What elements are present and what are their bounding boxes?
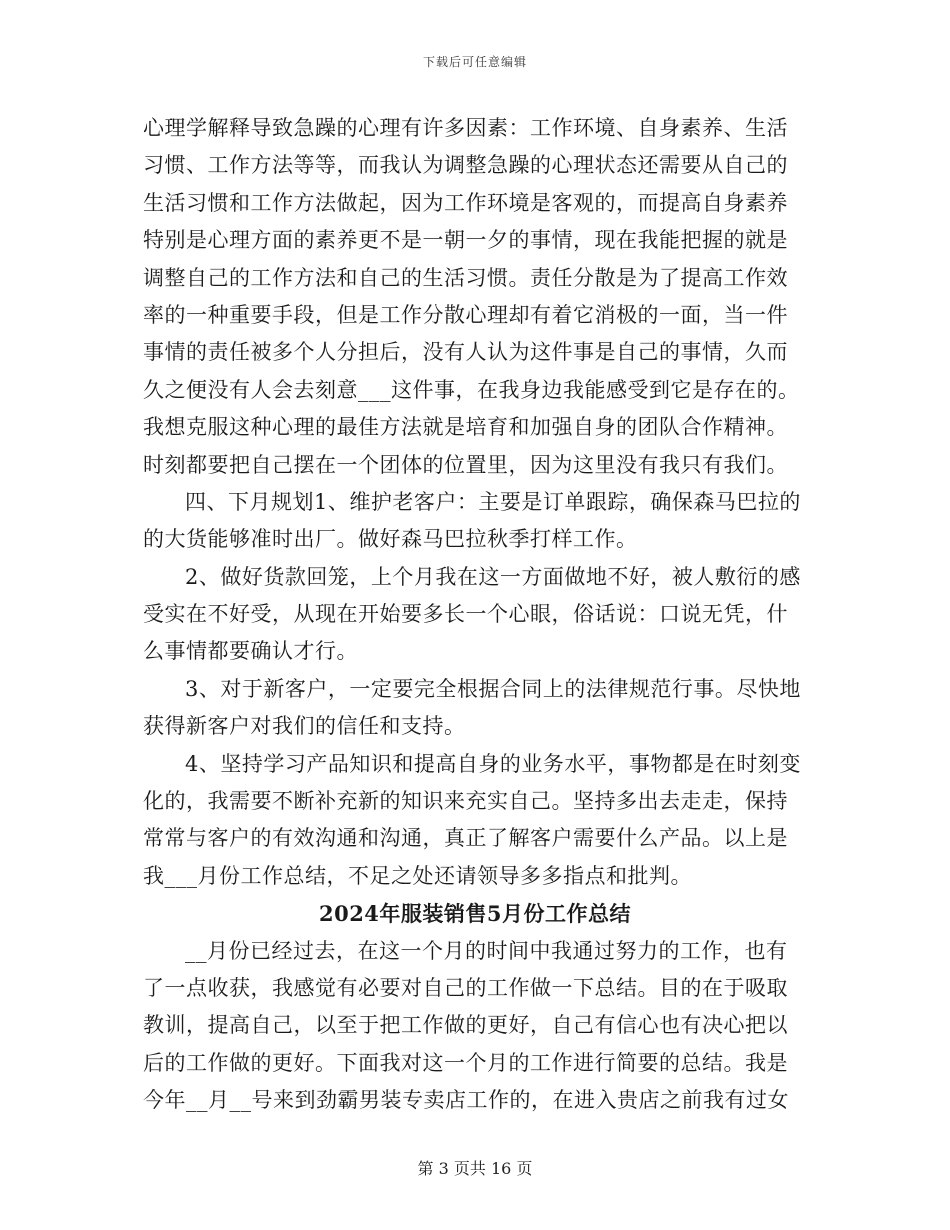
- text-line: 今年__月__号来到劲霸男装专卖店工作的，在进入贵店之前我有过女: [143, 1088, 789, 1113]
- header-note: 下载后可任意编辑: [422, 55, 527, 69]
- text-line: 特别是心理方面的素养更不是一朝一夕的事情，现在我能把握的就是: [143, 228, 788, 253]
- text-line: __月份已经过去，在这一个月的时间中我通过努力的工作，也有: [185, 938, 788, 963]
- text-line: 4、坚持学习产品知识和提高自身的业务水平，事物都是在时刻变: [185, 751, 801, 776]
- text-line: 四、下月规划1、维护老客户：主要是订单跟踪，确保森马巴拉的: [185, 489, 801, 514]
- text-line: 我想克服这种心理的最佳方法就是培育和加强自身的团队合作精神。: [143, 415, 788, 440]
- text-line: 3、对于新客户，一定要完全根据合同上的法律规范行事。尽快地: [185, 676, 801, 701]
- page-footer: [0, 1156, 950, 1179]
- text-line: 教训，提高自己，以至于把工作做的更好，自己有信心也有决心把以: [143, 1013, 788, 1038]
- text-line: 受实在不好受，从现在开始要多长一个心眼，俗话说：口说无凭，什: [143, 602, 788, 627]
- text-line: 生活习惯和工作方法做起，因为工作环境是客观的，而提高自身素养: [143, 190, 788, 215]
- text-line: 久之便没有人会去刻意___这件事，在我身边我能感受到它是存在的。: [143, 377, 800, 402]
- section-title: 2024年服装销售5月份工作总结: [318, 901, 632, 927]
- text-line: 常常与客户的有效沟通和沟通，真正了解客户需要什么产品。以上是: [143, 826, 788, 851]
- text-line: 的大货能够准时出厂。做好森马巴拉秋季打样工作。: [143, 527, 638, 552]
- body-text: [143, 110, 807, 1120]
- text-line: 后的工作做的更好。下面我对这一个月的工作进行简要的总结。我是: [143, 1050, 788, 1075]
- text-line: 调整自己的工作方法和自己的生活习惯。责任分散是为了提高工作效: [143, 265, 788, 290]
- text-line: 获得新客户对我们的信任和支持。: [143, 714, 466, 739]
- text-line: 率的一种重要手段，但是工作分散心理却有着它消极的一面，当一件: [143, 302, 788, 327]
- text-line: 2、做好货款回笼，上个月我在这一方面做地不好，被人敷衍的感: [185, 564, 801, 589]
- text-line: 么事情都要确认才行。: [143, 639, 358, 664]
- text-line: 习惯、工作方法等等，而我认为调整急躁的心理状态还需要从自己的: [143, 153, 788, 178]
- text-line: 了一点收获，我感觉有必要对自己的工作做一下总结。目的在于吸取: [143, 975, 788, 1000]
- text-line: 化的，我需要不断补充新的知识来充实自己。坚持多出去走走，保持: [143, 789, 788, 814]
- text-line: 事情的责任被多个人分担后，没有人认为这件事是自己的事情，久而: [143, 340, 788, 365]
- text-line: 心理学解释导致急躁的心理有许多因素：工作环境、自身素养、生活: [143, 116, 788, 140]
- text-line: 时刻都要把自己摆在一个团体的位置里，因为这里没有我只有我们。: [143, 452, 788, 477]
- page-number-label: 第 3 页共 16 页: [417, 1159, 533, 1178]
- text-line: 我___月份工作总结，不足之处还请领导多多指点和批判。: [143, 863, 692, 888]
